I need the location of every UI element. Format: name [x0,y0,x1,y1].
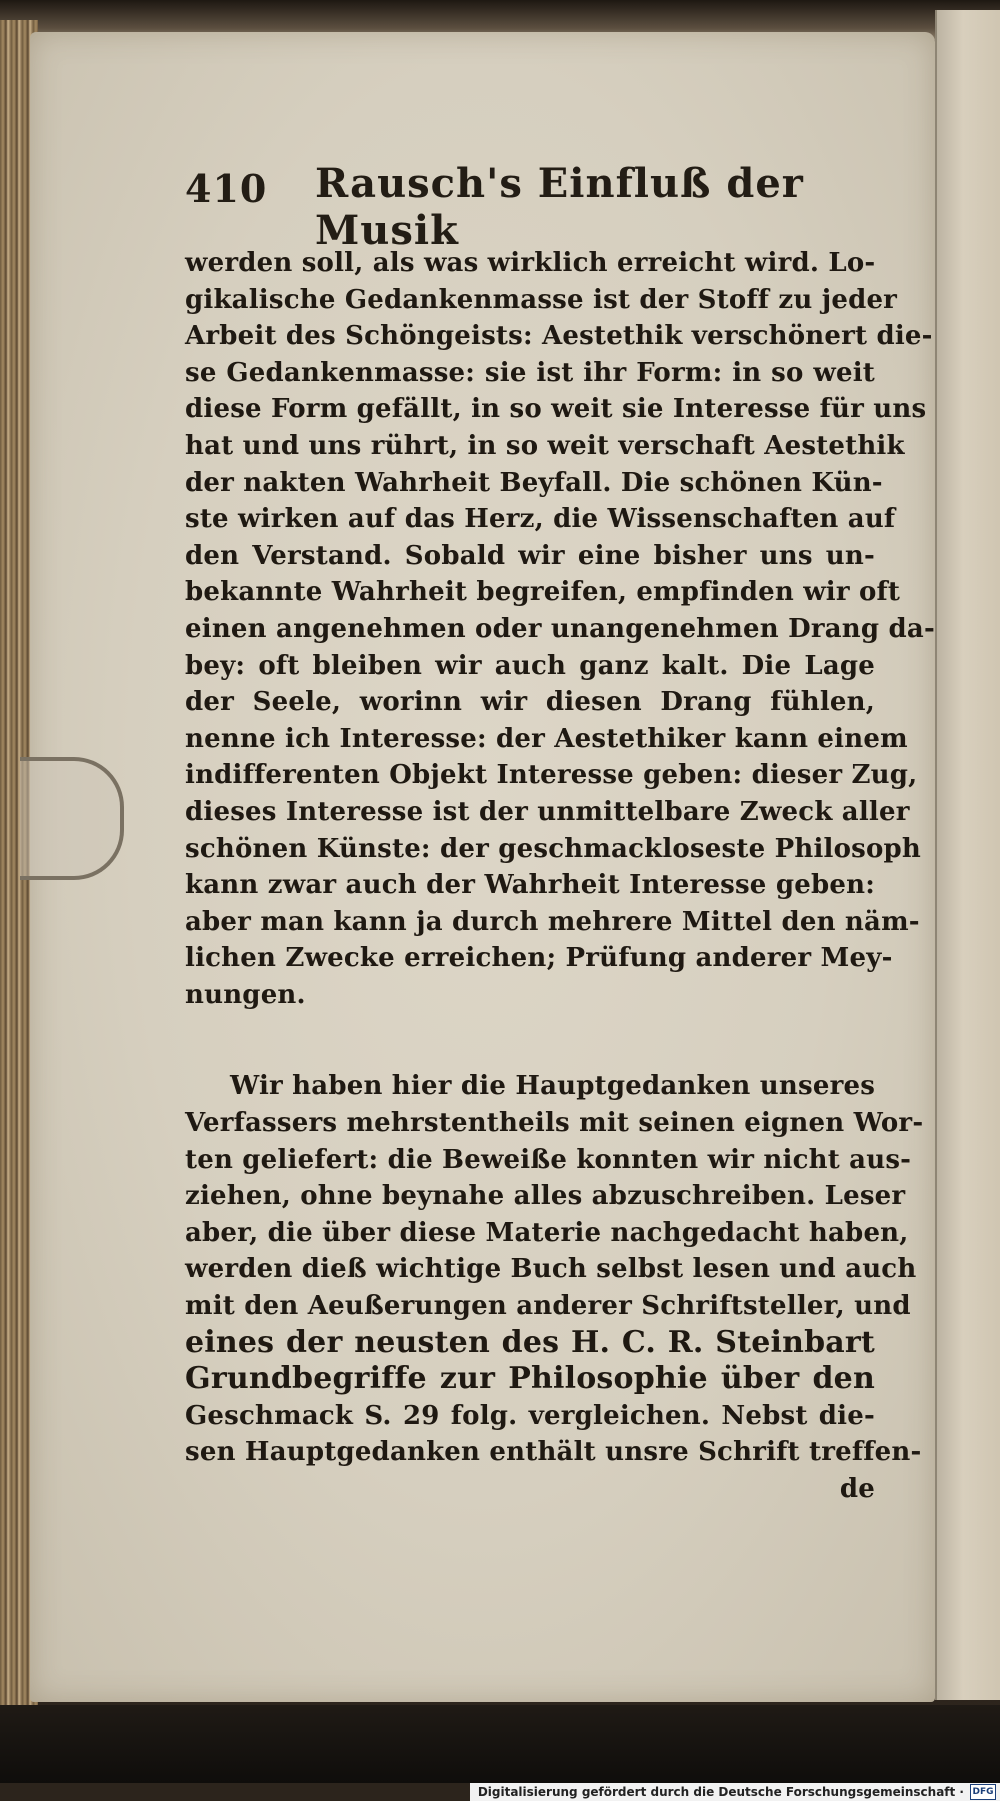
text-line: lichen Zwecke erreichen; Prüfung anderer Mey- [185,943,893,974]
text-line: aber, die über diese Materie nachgedacht haben, [185,1217,909,1248]
paragraph-2 [185,1068,924,1471]
bookmark-tab [20,757,124,880]
text-line: mit den Aeußerungen anderer Schriftsteller, und [185,1291,911,1322]
text-line: einen angenehmen oder unangenehmen Drang da- [185,613,935,644]
catchword: de [839,1474,875,1504]
page-header [185,160,905,254]
text-line: bey: oft bleiben wir auch ganz kalt. Die Lage [185,650,875,681]
text-line: bekannte Wahrheit begreifen, empfinden wir oft [185,577,901,608]
paragraph-1 [185,245,935,1013]
page-body [185,245,935,1508]
text-line: der Seele, worinn wir diesen Drang fühlen, [185,687,875,718]
text-line: werden soll, als was wirklich erreicht wird. Lo- [185,248,876,278]
text-line: indifferenten Objekt Interesse geben: dieser Zug, [185,760,918,791]
text-line: schönen Künste: der geschmackloseste Philosoph [185,833,922,864]
text-line: Geschmack S. 29 folg. vergleichen. Nebst die- [185,1400,875,1431]
text-line: Grundbegriffe zur Philosophie über den [185,1361,875,1397]
text-line: nungen. [185,979,306,1010]
text-line: der nakten Wahrheit Beyfall. Die schönen Kün- [185,467,883,498]
text-line: ziehen, ohne beynahe alles abzuschreiben. Leser [185,1181,906,1212]
paragraph-gap [185,1013,875,1068]
text-line: diese Form gefällt, in so weit sie Interesse für uns [185,394,927,425]
text-line: Arbeit des Schöngeists: Aestethik verschönert die- [185,321,933,352]
text-line: dieses Interesse ist der unmittelbare Zweck aller [185,796,910,827]
text-line: nenne ich Interesse: der Aestethiker kann einem [185,723,908,754]
digitization-credit [470,1783,1000,1801]
scan-bottom-band [0,1705,1000,1783]
text-line: eines der neusten des H. C. R. Steinbart [185,1324,875,1360]
text-line: aber man kann ja durch mehrere Mittel den näm- [185,906,920,937]
text-line: ste wirken auf das Herz, die Wissenschaften auf [185,504,896,535]
dfg-logo-icon: DFG [970,1784,996,1800]
page-number: 410 [185,166,268,211]
text-line: gikalische Gedankenmasse ist der Stoff zu jeder [185,284,898,315]
running-title: Rausch's Einfluß der Musik [315,160,804,254]
text-line: hat und uns rührt, in so weit verschaft Aestethik [185,430,905,461]
text-line: werden dieß wichtige Buch selbst lesen und auch [185,1254,917,1285]
text-line: se Gedankenmasse: sie ist ihr Form: in so weit [185,357,875,388]
text-line: den Verstand. Sobald wir eine bisher uns un- [185,540,875,571]
text-line: Verfassers mehrstentheils mit seinen eignen Wor- [185,1108,924,1139]
text-line: sen Hauptgedanken enthält unsre Schrift treffen- [185,1437,922,1468]
text-line: kann zwar auch der Wahrheit Interesse geben: [185,870,875,901]
text-line: ten geliefert: die Beweiße konnten wir nicht aus- [185,1144,912,1175]
facing-page-edge [935,10,1000,1700]
credit-text: Digitalisierung gefördert durch die Deutsche Forschungsgemeinschaft · [477,1785,964,1799]
text-line: Wir haben hier die Hauptgedanken unseres [230,1071,876,1102]
